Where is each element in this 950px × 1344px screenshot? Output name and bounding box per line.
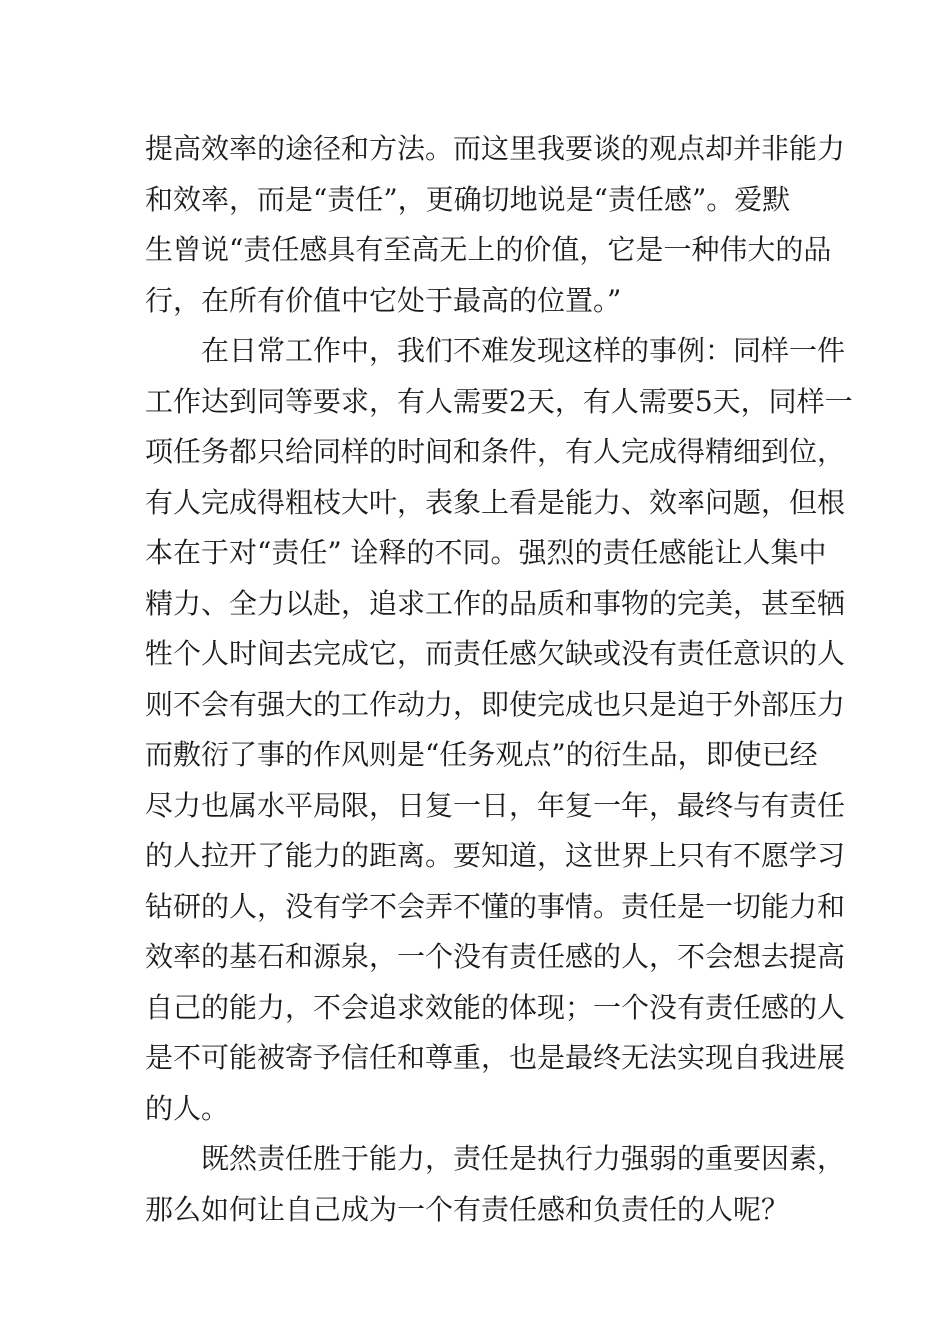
text-line: 工作达到同等要求，有人需要2天，有人需要5天，同样一 [145, 384, 853, 418]
text-line: 和效率，而是“责任”，更确切地说是“责任感”。爱默 [145, 182, 791, 216]
text-line: 在日常工作中，我们不难发现这样的事例：同样一件 [201, 334, 846, 367]
text-line: 的人。 [145, 1091, 230, 1125]
text-line: 则不会有强大的工作动力，即使完成也只是迫于外部压力 [145, 687, 846, 721]
text-line: 牲个人时间去完成它，而责任感欠缺或没有责任意识的人 [145, 637, 846, 670]
text-line: 既然责任胜于能力，责任是执行力强弱的重要因素， [201, 1142, 846, 1175]
body-text [145, 124, 853, 1235]
text-line: 钻研的人，没有学不会弄不懂的事情。责任是一切能力和 [145, 889, 846, 923]
text-line: 本在于对“责任” 诠释的不同。强烈的责任感能让人集中 [145, 536, 827, 569]
text-line: 自己的能力，不会追求效能的体现；一个没有责任感的人 [145, 990, 846, 1024]
text-line: 而敷衍了事的作风则是“任务观点”的衍生品，即使已经 [145, 738, 818, 771]
text-line: 行，在所有价值中它处于最高的位置。” [145, 283, 622, 317]
text-line: 生曾说“责任感具有至高无上的价值，它是一种伟大的品 [145, 233, 832, 266]
text-line: 尽力也属水平局限，日复一日，年复一年，最终与有责任 [145, 788, 846, 822]
text-line: 项任务都只给同样的时间和条件，有人完成得精细到位， [145, 435, 846, 468]
text-line: 的人拉开了能力的距离。要知道，这世界上只有不愿学习 [145, 839, 846, 872]
text-line: 效率的基石和源泉，一个没有责任感的人，不会想去提高 [145, 940, 846, 973]
text-line: 提高效率的途径和方法。而这里我要谈的观点却并非能力 [145, 132, 846, 165]
text-line: 是不可能被寄予信任和尊重，也是最终无法实现自我进展 [145, 1041, 846, 1074]
paragraph [145, 1134, 846, 1235]
text-line: 那么如何让自己成为一个有责任感和负责任的人呢？ [145, 1192, 790, 1226]
text-line: 有人完成得粗枝大叶，表象上看是能力、效率问题，但根 [145, 485, 846, 519]
paragraph [145, 124, 846, 326]
text-line: 精力、全力以赴，追求工作的品质和事物的完美，甚至牺 [145, 586, 846, 620]
paragraph [145, 326, 853, 1134]
